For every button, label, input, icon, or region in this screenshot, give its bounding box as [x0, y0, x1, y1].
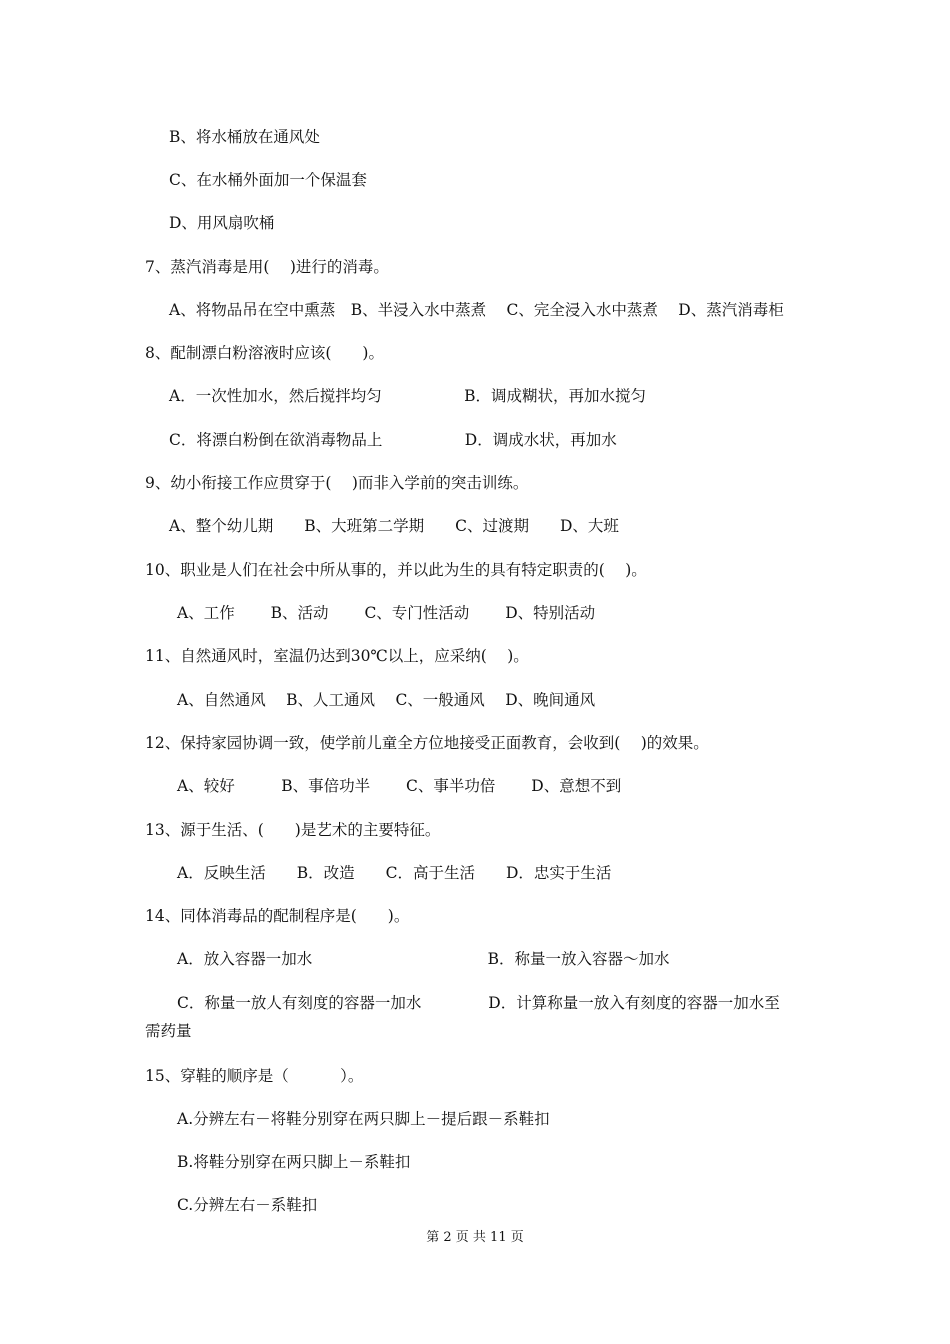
question-13: 13、源于生活、( )是艺术的主要特征。 — [145, 821, 441, 839]
options-10: A、工作 B、活动 C、专门性活动 D、特别活动 — [177, 604, 596, 622]
page-footer: 第 2 页 共 11 页 — [426, 1230, 524, 1245]
question-7: 7、蒸汽消毒是用( )进行的消毒。 — [145, 258, 389, 276]
question-8: 8、配制漂白粉溶液时应该( )。 — [145, 344, 384, 362]
question-12: 12、保持家园协调一致，使学前儿童全方位地接受正面教育，会收到( )的效果。 — [145, 734, 709, 752]
options-9: A、整个幼儿期 B、大班第二学期 C、过渡期 D、大班 — [169, 517, 619, 535]
options-11: A、自然通风 B、人工通风 C、一般通风 D、晚间通风 — [177, 691, 596, 709]
options-14-ab: A．放入容器一加水 B．称量一放入容器～加水 — [177, 950, 670, 968]
option-15a: A.分辨左右－将鞋分别穿在两只脚上－提后跟－系鞋扣 — [177, 1110, 550, 1128]
options-13: A．反映生活 B．改造 C．高于生活 D．忠实于生活 — [177, 864, 612, 882]
question-14: 14、同体消毒品的配制程序是( )。 — [145, 907, 410, 925]
options-7: A、将物品吊在空中熏蒸 B、半浸入水中蒸煮 C、完全浸入水中蒸煮 D、蒸汽消毒柜 — [169, 301, 784, 319]
option-15b: B.将鞋分别穿在两只脚上－系鞋扣 — [177, 1153, 411, 1171]
question-10: 10、职业是人们在社会中所从事的，并以此为生的具有特定职责的( )。 — [145, 561, 647, 579]
options-14-cd-wrap: 需药量 — [145, 1022, 192, 1040]
question-9: 9、幼小衔接工作应贯穿于( )而非入学前的突击训练。 — [145, 474, 529, 492]
question-15: 15、穿鞋的顺序是（ ）。 — [145, 1067, 364, 1085]
question-11: 11、自然通风时，室温仍达到30℃以上，应采纳( )。 — [145, 647, 529, 665]
option-15c: C.分辨左右－系鞋扣 — [177, 1196, 318, 1214]
options-8-cd: C．将漂白粉倒在欲消毒物品上 D．调成水状，再加水 — [169, 431, 617, 449]
options-14-cd: C．称量一放人有刻度的容器一加水 D．计算称量一放入有刻度的容器一加水至 — [177, 994, 780, 1012]
option-6c: C、在水桶外面加一个保温套 — [169, 171, 367, 189]
option-6b: B、将水桶放在通风处 — [169, 128, 320, 146]
options-8-ab: A．一次性加水，然后搅拌均匀 B．调成糊状，再加水搅匀 — [169, 387, 647, 405]
options-12: A、较好 B、事倍功半 C、事半功倍 D、意想不到 — [177, 777, 622, 795]
option-6d: D、用风扇吹桶 — [169, 214, 275, 232]
